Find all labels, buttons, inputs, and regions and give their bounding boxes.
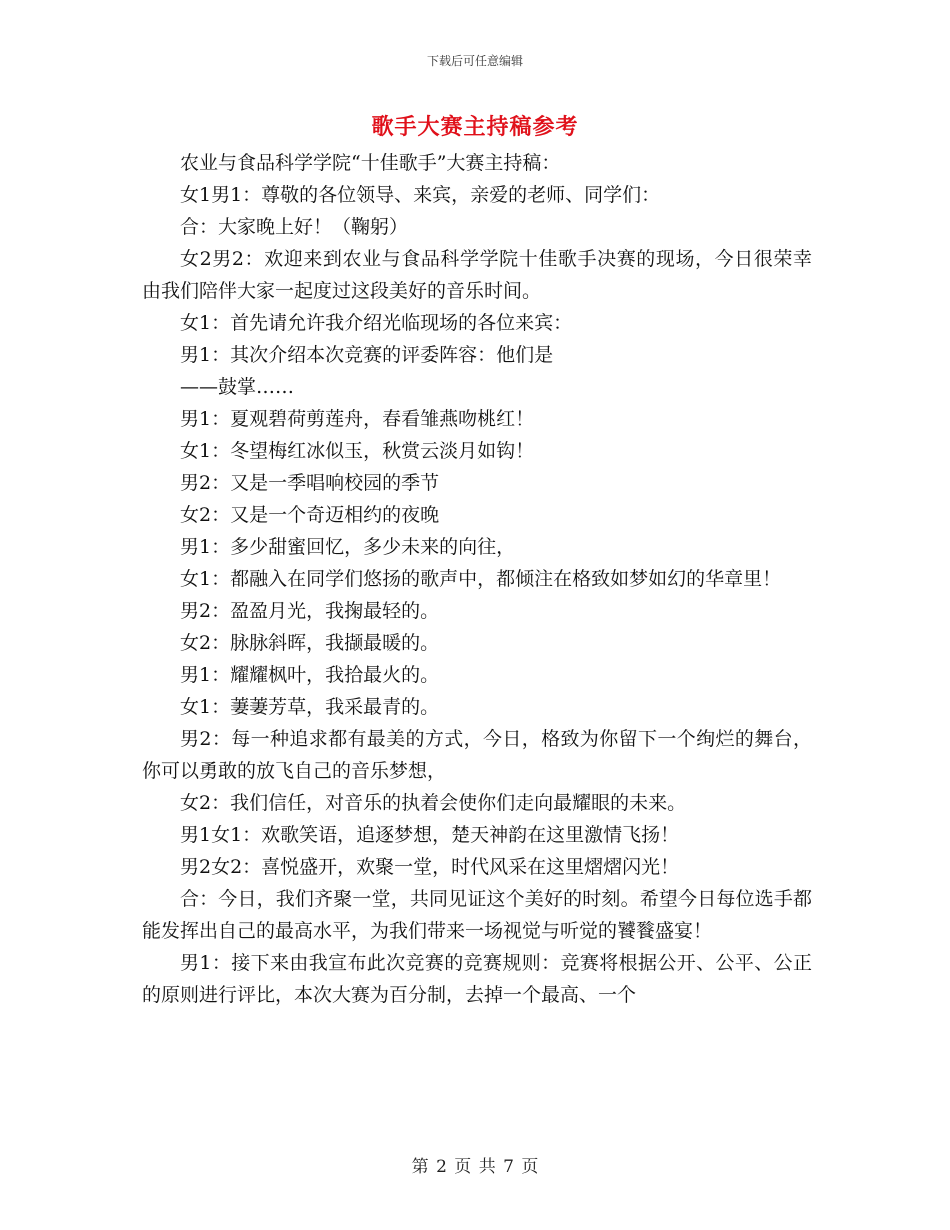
paragraph: 女2：又是一个奇迈相约的夜晚: [180, 504, 440, 526]
document-title: 歌手大赛主持稿参考: [371, 115, 579, 140]
paragraph: 男2：又是一季唱响校园的季节: [180, 472, 440, 494]
paragraph: 男2：每一种追求都有最美的方式，今日，格致为你留下一个绚烂的舞台，你可以勇敢的放飞自己的音乐梦想，: [142, 728, 812, 782]
paragraph: 女1：冬望梅红冰似玉，秋赏云淡月如钩！: [180, 440, 535, 462]
paragraph: 女2：脉脉斜晖，我撷最暖的。: [180, 632, 440, 654]
page-header-note: 下载后可任意编辑: [426, 54, 523, 68]
paragraph: 女1男1：尊敬的各位领导、来宾，亲爱的老师、同学们：: [180, 184, 661, 206]
paragraph: 合：今日，我们齐聚一堂，共同见证这个美好的时刻。希望今日每位选手都能发挥出自己的最高水平，为我们带来一场视觉与听觉的饕餮盛宴！: [142, 888, 812, 942]
paragraph: 男2女2：喜悦盛开，欢聚一堂，时代风采在这里熠熠闪光！: [180, 856, 680, 878]
paragraph: 女1：都融入在同学们悠扬的歌声中，都倾注在格致如梦如幻的华章里！: [180, 568, 782, 590]
paragraph: 男1女1：欢歌笑语，追逐梦想，楚天神韵在这里激情飞扬！: [180, 824, 680, 846]
paragraph: 女2男2：欢迎来到农业与食品科学学院十佳歌手决赛的现场，今日很荣幸由我们陪伴大家一起度过这段美好的音乐时间。: [142, 248, 812, 302]
paragraph: 合：大家晚上好！（鞠躬）: [180, 216, 409, 238]
paragraph: 女1：首先请允许我介绍光临现场的各位来宾：: [180, 312, 573, 334]
paragraph: ——鼓掌……: [180, 376, 295, 398]
paragraph: 农业与食品科学学院“十佳歌手”大赛主持稿：: [180, 152, 561, 174]
page-footer: 第 2 页 共 7 页: [411, 1157, 539, 1177]
document-body: [142, 147, 812, 1011]
paragraph: 女2：我们信任，对音乐的执着会使你们走向最耀眼的未来。: [180, 792, 687, 814]
paragraph: 男1：多少甜蜜回忆，多少未来的向往，: [180, 536, 516, 558]
paragraph: 男2：盈盈月光，我掬最轻的。: [180, 600, 440, 622]
paragraph: 男1：其次介绍本次竞赛的评委阵容：他们是: [180, 344, 554, 366]
paragraph: 女1：萋萋芳草，我采最青的。: [180, 696, 440, 718]
paragraph: 男1：接下来由我宣布此次竞赛的竞赛规则：竞赛将根据公开、公平、公正的原则进行评比，本次大赛为百分制，去掉一个最高、一个: [142, 952, 812, 1006]
paragraph: 男1：耀耀枫叶，我拾最火的。: [180, 664, 440, 686]
paragraph: 男1：夏观碧荷剪莲舟，春看雏燕吻桃红！: [180, 408, 535, 430]
